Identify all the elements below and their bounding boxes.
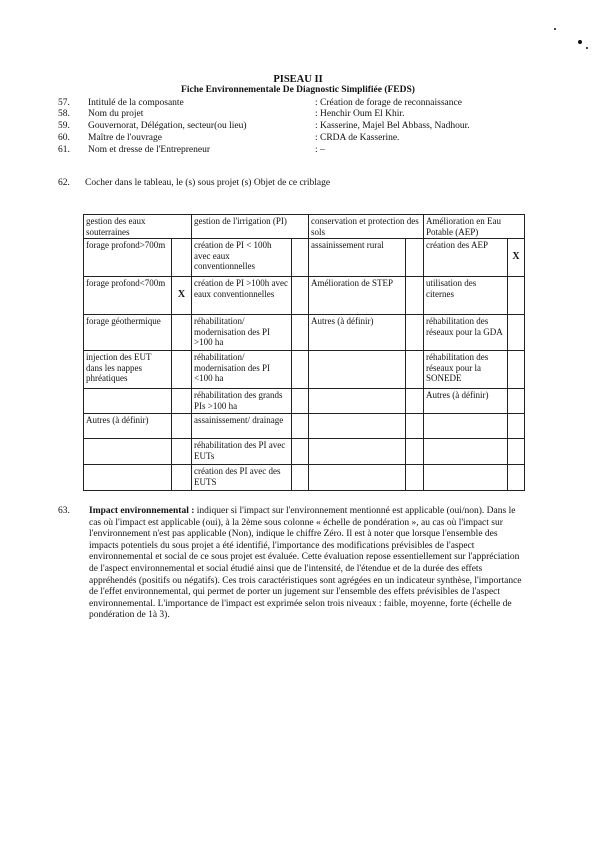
table-cell: création des PI avec des EUTS <box>192 465 292 491</box>
checkbox-cell[interactable] <box>406 315 424 351</box>
item-value: : – <box>315 145 325 155</box>
checkbox-cell[interactable] <box>172 439 192 465</box>
question-63 <box>58 506 528 622</box>
checkbox-cell[interactable] <box>508 351 525 389</box>
scan-speck <box>586 47 588 49</box>
checkbox-cell[interactable]: X <box>172 277 192 315</box>
question-number: 63. <box>58 506 70 516</box>
checkbox-cell[interactable] <box>406 351 424 389</box>
info-line-57 <box>58 98 462 109</box>
table-cell: création des AEP <box>424 239 508 277</box>
table-header-row <box>84 215 525 239</box>
table-cell <box>84 439 172 465</box>
question-text: indiquer si l'impact sur l'environnement mentionné est applicable (oui/non). Dans le cas où l'impact est applicable (oui), à la 2ème sous colonne « échelle de pondération », au cas où l'impact sur l'environnement n'est pas applicable (Non), indique le chiffre Zéro. Il est à noter que lorsque l'ensemble des impacts potentiels du sous projet a été identifié, l'importance des modifications prévisibles de l'aspect environnemental et social de ce sous projet est évaluée. Cette évaluation repose essentiellement sur l'appréciation de l'aspect environnemental et social étudié ainsi que de l'intensité, de l'étendue et de la durée des effets appréhendés (positifs ou négatifs). Ces trois caractéristiques sont agrégées en un indicateur synthèse, l'importance de l'effet environnemental, qui permet de porter un jugement sur l'ensemble des effets prévisibles de l'aspect environnemental. L'importance de l'impact est exprimée selon trois niveaux : faible, moyenne, forte (échelle de pondération de 1à 3). <box>89 506 522 621</box>
column-header: gestion de l'irrigation (PI) <box>192 215 309 239</box>
item-number: 60. <box>58 133 70 143</box>
table-row <box>84 315 525 351</box>
scan-speck <box>554 28 556 30</box>
table-cell: forage profond<700m <box>84 277 172 315</box>
table-cell <box>309 414 406 439</box>
question-text: Cocher dans le tableau, le (s) sous projet (s) Objet de ce criblage <box>85 178 331 188</box>
item-number: 57. <box>58 98 70 108</box>
item-value: : Kasserine, Majel Bel Abbass, Nadhour. <box>315 121 470 131</box>
scan-speck <box>578 40 582 44</box>
info-line-61 <box>58 145 325 156</box>
checkbox-cell[interactable] <box>172 239 192 277</box>
checkbox-cell[interactable] <box>172 315 192 351</box>
table-cell: réhabilitation des réseaux pour la SONEDE <box>424 351 508 389</box>
document-title: PISEAU II <box>273 74 323 85</box>
table-row <box>84 414 525 439</box>
checkbox-cell[interactable] <box>292 239 309 277</box>
table-row <box>84 439 525 465</box>
checkbox-cell[interactable] <box>508 465 525 491</box>
table-row <box>84 351 525 389</box>
checkbox-cell[interactable] <box>172 351 192 389</box>
table-cell: assainissement rural <box>309 239 406 277</box>
question-heading: Impact environnemental : <box>89 506 195 516</box>
info-line-60 <box>58 133 399 144</box>
item-label: Gouvernorat, Délégation, secteur(ou lieu) <box>88 121 247 131</box>
table-cell <box>84 389 172 414</box>
table-cell: Amélioration de STEP <box>309 277 406 315</box>
checkbox-cell[interactable] <box>172 389 192 414</box>
checkbox-cell[interactable] <box>406 414 424 439</box>
checkbox-cell[interactable] <box>292 389 309 414</box>
checkbox-cell[interactable] <box>292 414 309 439</box>
checkbox-cell[interactable] <box>292 277 309 315</box>
table-cell <box>309 351 406 389</box>
document-subtitle: Fiche Environnementale De Diagnostic Simplifiée (FEDS) <box>181 85 415 95</box>
checkbox-cell[interactable] <box>508 414 525 439</box>
item-number: 59. <box>58 121 70 131</box>
table-cell: forage géothermique <box>84 315 172 351</box>
item-number: 58. <box>58 109 70 119</box>
column-header: Amélioration en Eau Potable (AEP) <box>424 215 525 239</box>
checkbox-cell[interactable] <box>406 465 424 491</box>
table-row <box>84 239 525 277</box>
item-value: : Création de forage de reconnaissance <box>315 98 462 108</box>
question-62 <box>58 178 330 188</box>
checkbox-cell[interactable] <box>406 239 424 277</box>
table-row <box>84 389 525 414</box>
table-cell <box>424 439 508 465</box>
table-cell: réhabilitation des grands PIs >100 ha <box>192 389 292 414</box>
checkbox-cell[interactable] <box>406 439 424 465</box>
table-cell: réhabilitation des PI avec EUTs <box>192 439 292 465</box>
item-label: Maître de l'ouvrage <box>88 133 162 143</box>
checkbox-cell[interactable] <box>508 315 525 351</box>
table-cell <box>309 465 406 491</box>
checkbox-cell[interactable] <box>508 439 525 465</box>
table-cell <box>424 465 508 491</box>
checkbox-cell[interactable] <box>292 315 309 351</box>
item-value: : CRDA de Kasserine. <box>315 133 400 143</box>
table-row <box>84 465 525 491</box>
checkbox-cell[interactable] <box>292 351 309 389</box>
checkbox-cell[interactable] <box>172 465 192 491</box>
question-number: 62. <box>58 178 70 188</box>
table-cell: Autres (à définir) <box>424 389 508 414</box>
question-body <box>89 506 528 622</box>
checkbox-cell[interactable] <box>508 277 525 315</box>
checkbox-cell[interactable] <box>406 389 424 414</box>
item-value: : Henchir Oum El Khir. <box>315 109 405 119</box>
table-cell: Autres (à définir) <box>309 315 406 351</box>
checkbox-cell[interactable] <box>406 277 424 315</box>
checkbox-cell[interactable]: X <box>508 239 525 277</box>
table-cell: réhabilitation/ modernisation des PI <100 ha <box>192 351 292 389</box>
table-cell <box>84 465 172 491</box>
table-cell <box>309 389 406 414</box>
table-row <box>84 277 525 315</box>
column-header: gestion des eaux souterraines <box>84 215 192 239</box>
table-cell <box>424 414 508 439</box>
item-label: Nom et dresse de l'Entrepreneur <box>88 145 210 155</box>
checkbox-cell[interactable] <box>172 414 192 439</box>
table-cell: utilisation des citernes <box>424 277 508 315</box>
table-cell: création de PI < 100h avec eaux conventionnelles <box>192 239 292 277</box>
info-line-58 <box>58 109 404 120</box>
item-number: 61. <box>58 145 70 155</box>
table-cell: forage profond>700m <box>84 239 172 277</box>
checkbox-cell[interactable] <box>508 389 525 414</box>
table-cell: création de PI >100h avec eaux conventionnelles <box>192 277 292 315</box>
column-header: conservation et protection des sols <box>309 215 424 239</box>
table-cell: assainissement/ drainage <box>192 414 292 439</box>
item-label: Nom du projet <box>88 109 144 119</box>
table-cell <box>309 439 406 465</box>
table-cell: réhabilitation des réseaux pour la GDA <box>424 315 508 351</box>
item-label: Intitulé de la composante <box>88 98 184 108</box>
subproject-table <box>83 214 525 491</box>
table-cell: Autres (à définir) <box>84 414 172 439</box>
info-line-59 <box>58 121 470 132</box>
checkbox-cell[interactable] <box>292 439 309 465</box>
table-cell: injection des EUT dans les nappes phréatiques <box>84 351 172 389</box>
checkbox-cell[interactable] <box>292 465 309 491</box>
table-cell: réhabilitation/ modernisation des PI >100 ha <box>192 315 292 351</box>
